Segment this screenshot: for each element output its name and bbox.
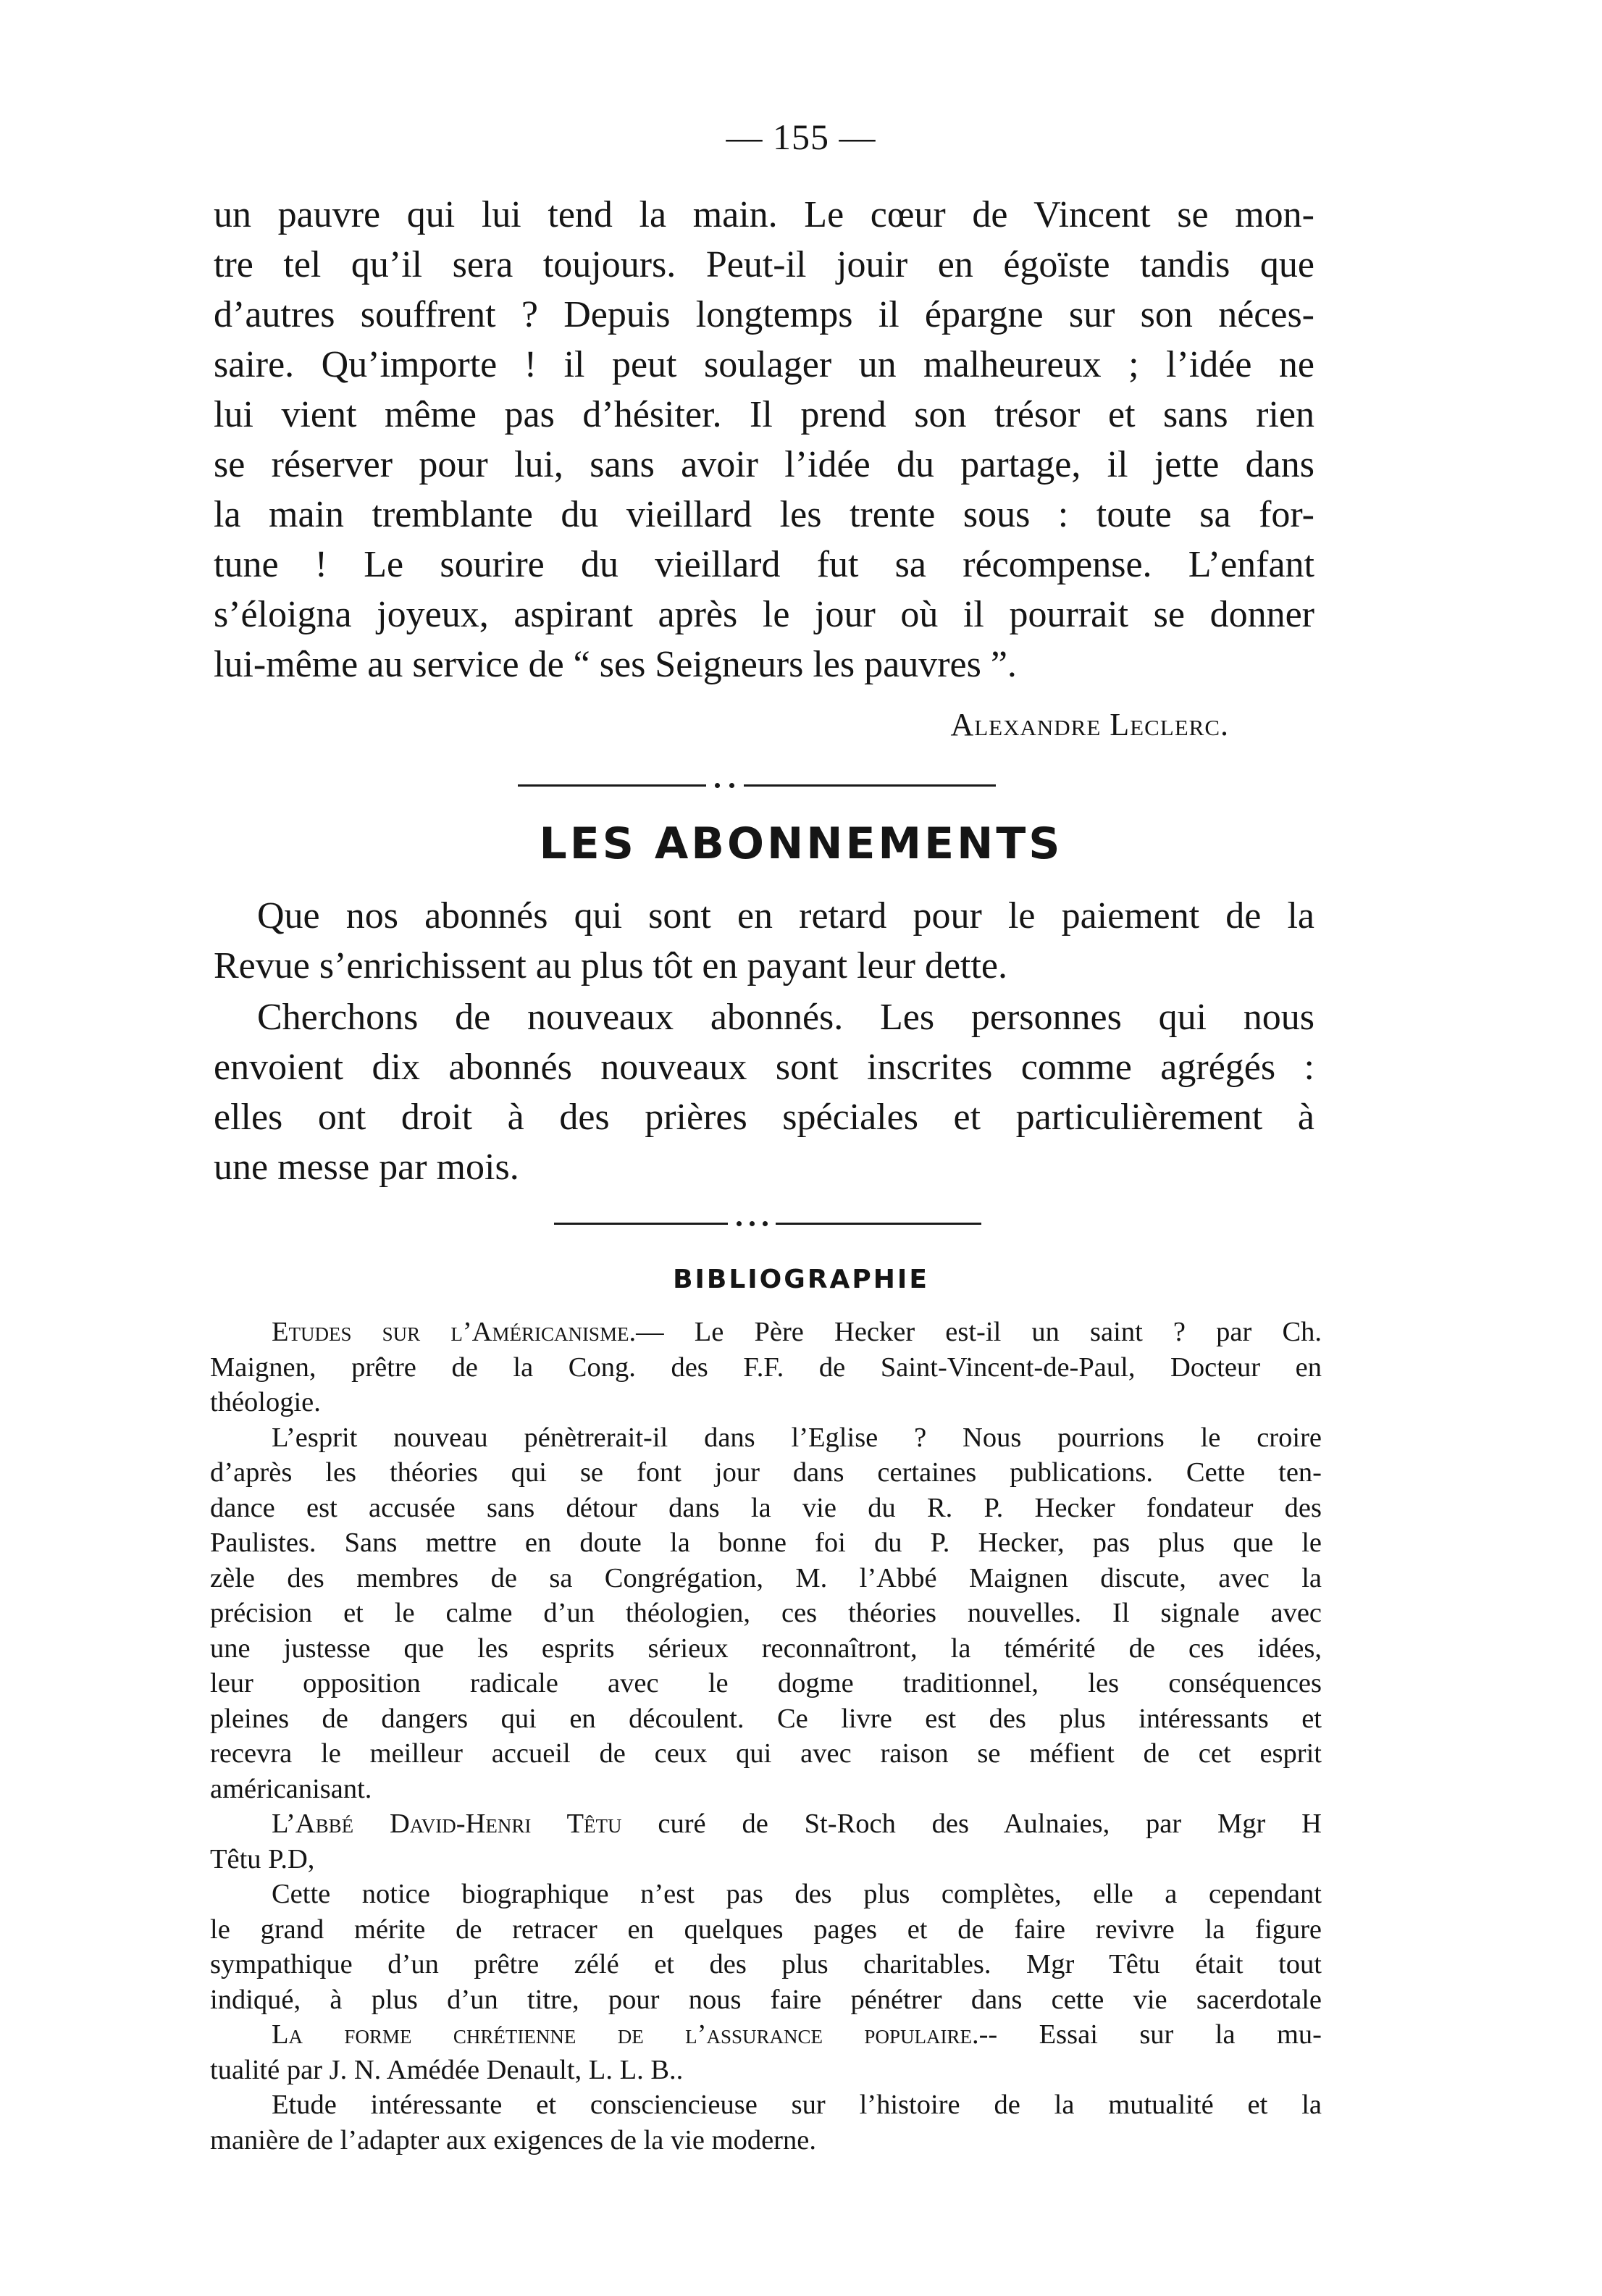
bibliography-review-line: L’esprit nouveau pénètrerait-il dans l’Eglise ? Nous pourrions le croire — [272, 1422, 1322, 1453]
story-line: la main tremblante du vieillard les trente sous : toute sa for- — [214, 494, 1314, 535]
story-line: se réserver pour lui, sans avoir l’idée du partage, il jette dans — [214, 444, 1314, 485]
story-line: d’autres souffrent ? Depuis longtemps il épargne sur son néces- — [214, 294, 1314, 335]
abonnements-line: Que nos abonnés qui sont en retard pour le paiement de la — [257, 895, 1314, 937]
bibliography-entry-title: La forme chrétienne de l’assurance populaire. — [272, 2019, 979, 2050]
bibliography-review-line: recevra le meilleur accueil de ceux qui avec raison se méfient de cet esprit — [210, 1738, 1322, 1769]
story-line: saire. Qu’importe ! il peut soulager un malheureux ; l’idée ne — [214, 344, 1314, 385]
ornament-divider — [554, 1220, 981, 1226]
abonnements-line: Cherchons de nouveaux abonnés. Les personnes qui nous — [257, 997, 1314, 1038]
bibliography-entry-title-line — [210, 1315, 1322, 1350]
bibliography-review-line: manière de l’adapter aux exigences de la vie moderne. — [210, 2124, 816, 2155]
bibliography-review-line: le grand mérite de retracer en quelques pages et de faire revivre la figure — [210, 1914, 1322, 1945]
bibliography-review-line: une justesse que les esprits sérieux reconnaîtront, la témérité de ces idées, — [210, 1633, 1322, 1664]
story-line: lui vient même pas d’hésiter. Il prend son trésor et sans rien — [214, 394, 1314, 435]
story-line: s’éloigna joyeux, aspirant après le jour où il pourrait se donner — [214, 594, 1314, 635]
bibliography-entry-text: théologie. — [210, 1387, 321, 1417]
ornament-divider — [518, 782, 996, 788]
bibliography-entry-text: tualité par J. N. Amédée Denault, L. L. B.. — [210, 2054, 684, 2085]
story-line: tune ! Le sourire du vieillard fut sa récompense. L’enfant — [214, 544, 1314, 585]
abonnements-paragraph-1 — [214, 891, 1314, 991]
bibliography-entry-text: curé de St-Roch des Aulnaies, par Mgr H — [621, 1809, 1322, 1839]
bibliography-review-line: indiqué, à plus d’un titre, pour nous faire pénétrer dans cette vie sacerdotale — [210, 1984, 1322, 2015]
story-line: un pauvre qui lui tend la main. Le cœur de Vincent se mon- — [214, 194, 1314, 235]
page-number: — 155 — — [726, 117, 876, 157]
abonnements-paragraph-2 — [214, 992, 1314, 1192]
bibliography-review-line: zèle des membres de sa Congrégation, M. l’Abbé Maignen discute, avec la — [210, 1562, 1322, 1593]
bibliography-review-line: Etude intéressante et consciencieuse sur l’histoire de la mutualité et la — [272, 2090, 1322, 2120]
bibliography-entry-text: Maignen, prêtre de la Cong. des F.F. de Saint-Vincent-de-Paul, Docteur en — [210, 1352, 1322, 1383]
story-paragraph — [214, 190, 1314, 690]
abonnements-line: envoient dix abonnés nouveaux sont inscrites comme agrégés : — [214, 1047, 1314, 1088]
bibliography-review-line: américanisant. — [210, 1773, 372, 1804]
bibliography-entry-text: -- Essai sur la mu- — [978, 2019, 1322, 2050]
author-signature: Alexandre Leclerc. — [950, 707, 1229, 742]
bibliography-entry-title-line — [210, 2017, 1322, 2053]
bibliography-entry-text: Têtu P.D, — [210, 1843, 315, 1874]
story-line: lui-même au service de “ ses Seigneurs les pauvres ”. — [214, 644, 1017, 685]
bibliography-review-line: leur opposition radicale avec le dogme traditionnel, les conséquences — [210, 1668, 1322, 1698]
bibliography-review-line: Paulistes. Sans mettre en doute la bonne foi du P. Hecker, pas plus que le — [210, 1528, 1322, 1558]
bibliography-entry-title: Etudes sur l’Américanisme. — [272, 1317, 637, 1347]
bibliography-entry-title-line — [210, 1806, 1322, 1842]
abonnements-heading: LES ABONNEMENTS — [539, 818, 1063, 869]
bibliography-list — [210, 1315, 1322, 2158]
story-line: tre tel qu’il sera toujours. Peut-il jouir en égoïste tandis que — [214, 244, 1314, 285]
bibliography-entry-text: — Le Père Hecker est-il un saint ? par Ch. — [636, 1317, 1322, 1347]
abonnements-line: elles ont droit à des prières spéciales et particulièrement à — [214, 1097, 1314, 1138]
abonnements-line: une messe par mois. — [214, 1147, 519, 1188]
bibliographie-heading: BIBLIOGRAPHIE — [673, 1265, 929, 1294]
bibliography-review-line: sympathique d’un prêtre zélé et des plus charitables. Mgr Têtu était tout — [210, 1949, 1322, 1979]
bibliography-review-line: dance est accusée sans détour dans la vie du R. P. Hecker fondateur des — [210, 1492, 1322, 1523]
bibliography-review-line: Cette notice biographique n’est pas des plus complètes, elle a cependant — [272, 1879, 1322, 1909]
bibliography-review-line: précision et le calme d’un théologien, ces théories nouvelles. Il signale avec — [210, 1598, 1322, 1628]
bibliography-entry-title: L’Abbé David-Henri Têtu — [272, 1809, 622, 1839]
abonnements-line: Revue s’enrichissent au plus tôt en payant leur dette. — [214, 945, 1008, 986]
bibliography-review-line: pleines de dangers qui en découlent. Ce livre est des plus intéressants et — [210, 1703, 1322, 1734]
bibliography-review-line: d’après les théories qui se font jour dans certaines publications. Cette ten- — [210, 1457, 1322, 1488]
